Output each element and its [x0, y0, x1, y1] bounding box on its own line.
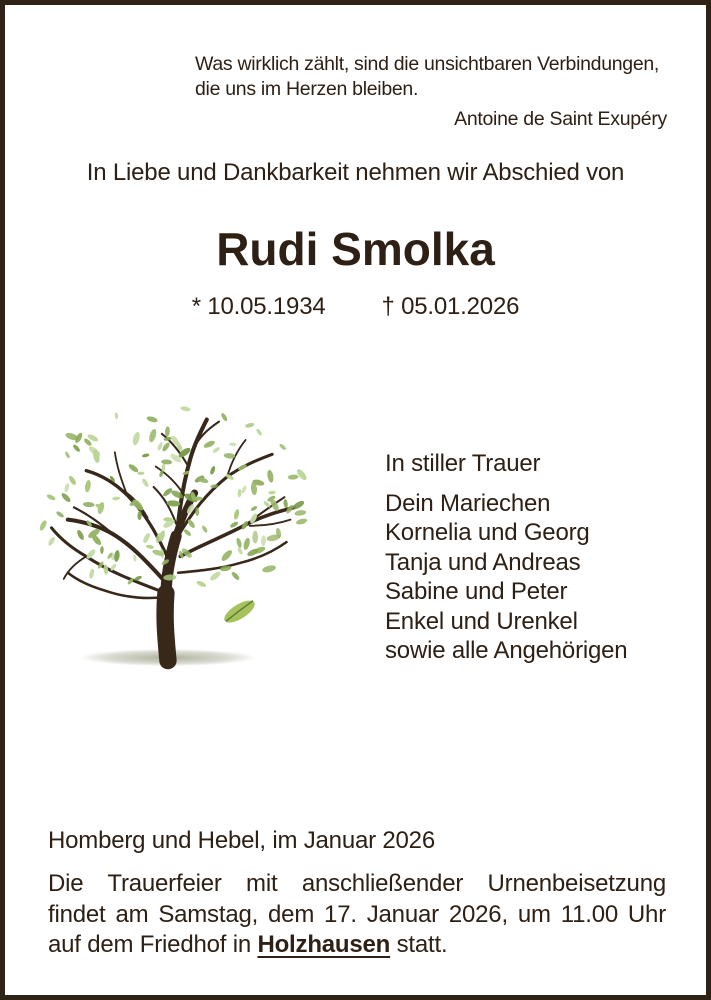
intro-line: In Liebe und Dankbarkeit nehmen wir Abschied von: [86, 159, 625, 186]
funeral-line-1: Die Trauerfeier mit anschließender Urnenbeisetzung: [48, 870, 666, 897]
mourner-item: Tanja und Andreas: [385, 548, 581, 576]
tree-of-life-icon: [27, 393, 313, 679]
mourner-item: Dein Mariechen: [385, 489, 551, 517]
funeral-line-3-before: auf dem Friedhof in: [48, 931, 258, 958]
mourning-block: [385, 449, 627, 666]
funeral-line-3-after: statt.: [390, 931, 448, 958]
funeral-line-2: findet am Samstag, dem 17. Januar 2026, um 11.00 Uhr: [48, 900, 666, 928]
death-date: † 05.01.2026: [381, 293, 520, 320]
mourners-list: [385, 489, 627, 666]
funeral-location: Holzhausen: [257, 931, 391, 958]
life-dates: [5, 293, 706, 321]
mourning-heading: In stiller Trauer: [385, 450, 541, 477]
falling-leaf-icon: [221, 596, 258, 627]
mourner-item: Enkel und Urenkel: [385, 607, 578, 635]
funeral-line-3: [48, 930, 666, 961]
funeral-info: [48, 869, 666, 961]
place-date-line: Homberg und Hebel, im Januar 2026: [48, 827, 435, 854]
quote-line-2: die uns im Herzen bleiben.: [195, 78, 419, 100]
mourner-item: Sabine und Peter: [385, 578, 568, 605]
quote-line-1: Was wirklich zählt, sind die unsichtbaren Verbindungen,: [195, 53, 660, 75]
quote-block: [195, 52, 667, 132]
birth-date: * 10.05.1934: [191, 293, 326, 320]
tree-illustration: [27, 393, 313, 679]
deceased-name: Rudi Smolka: [216, 223, 495, 275]
quote-attribution: Antoine de Saint Exupéry: [454, 108, 667, 130]
mourner-item: Kornelia und Georg: [385, 519, 590, 546]
mourner-item: sowie alle Angehörigen: [385, 637, 628, 664]
